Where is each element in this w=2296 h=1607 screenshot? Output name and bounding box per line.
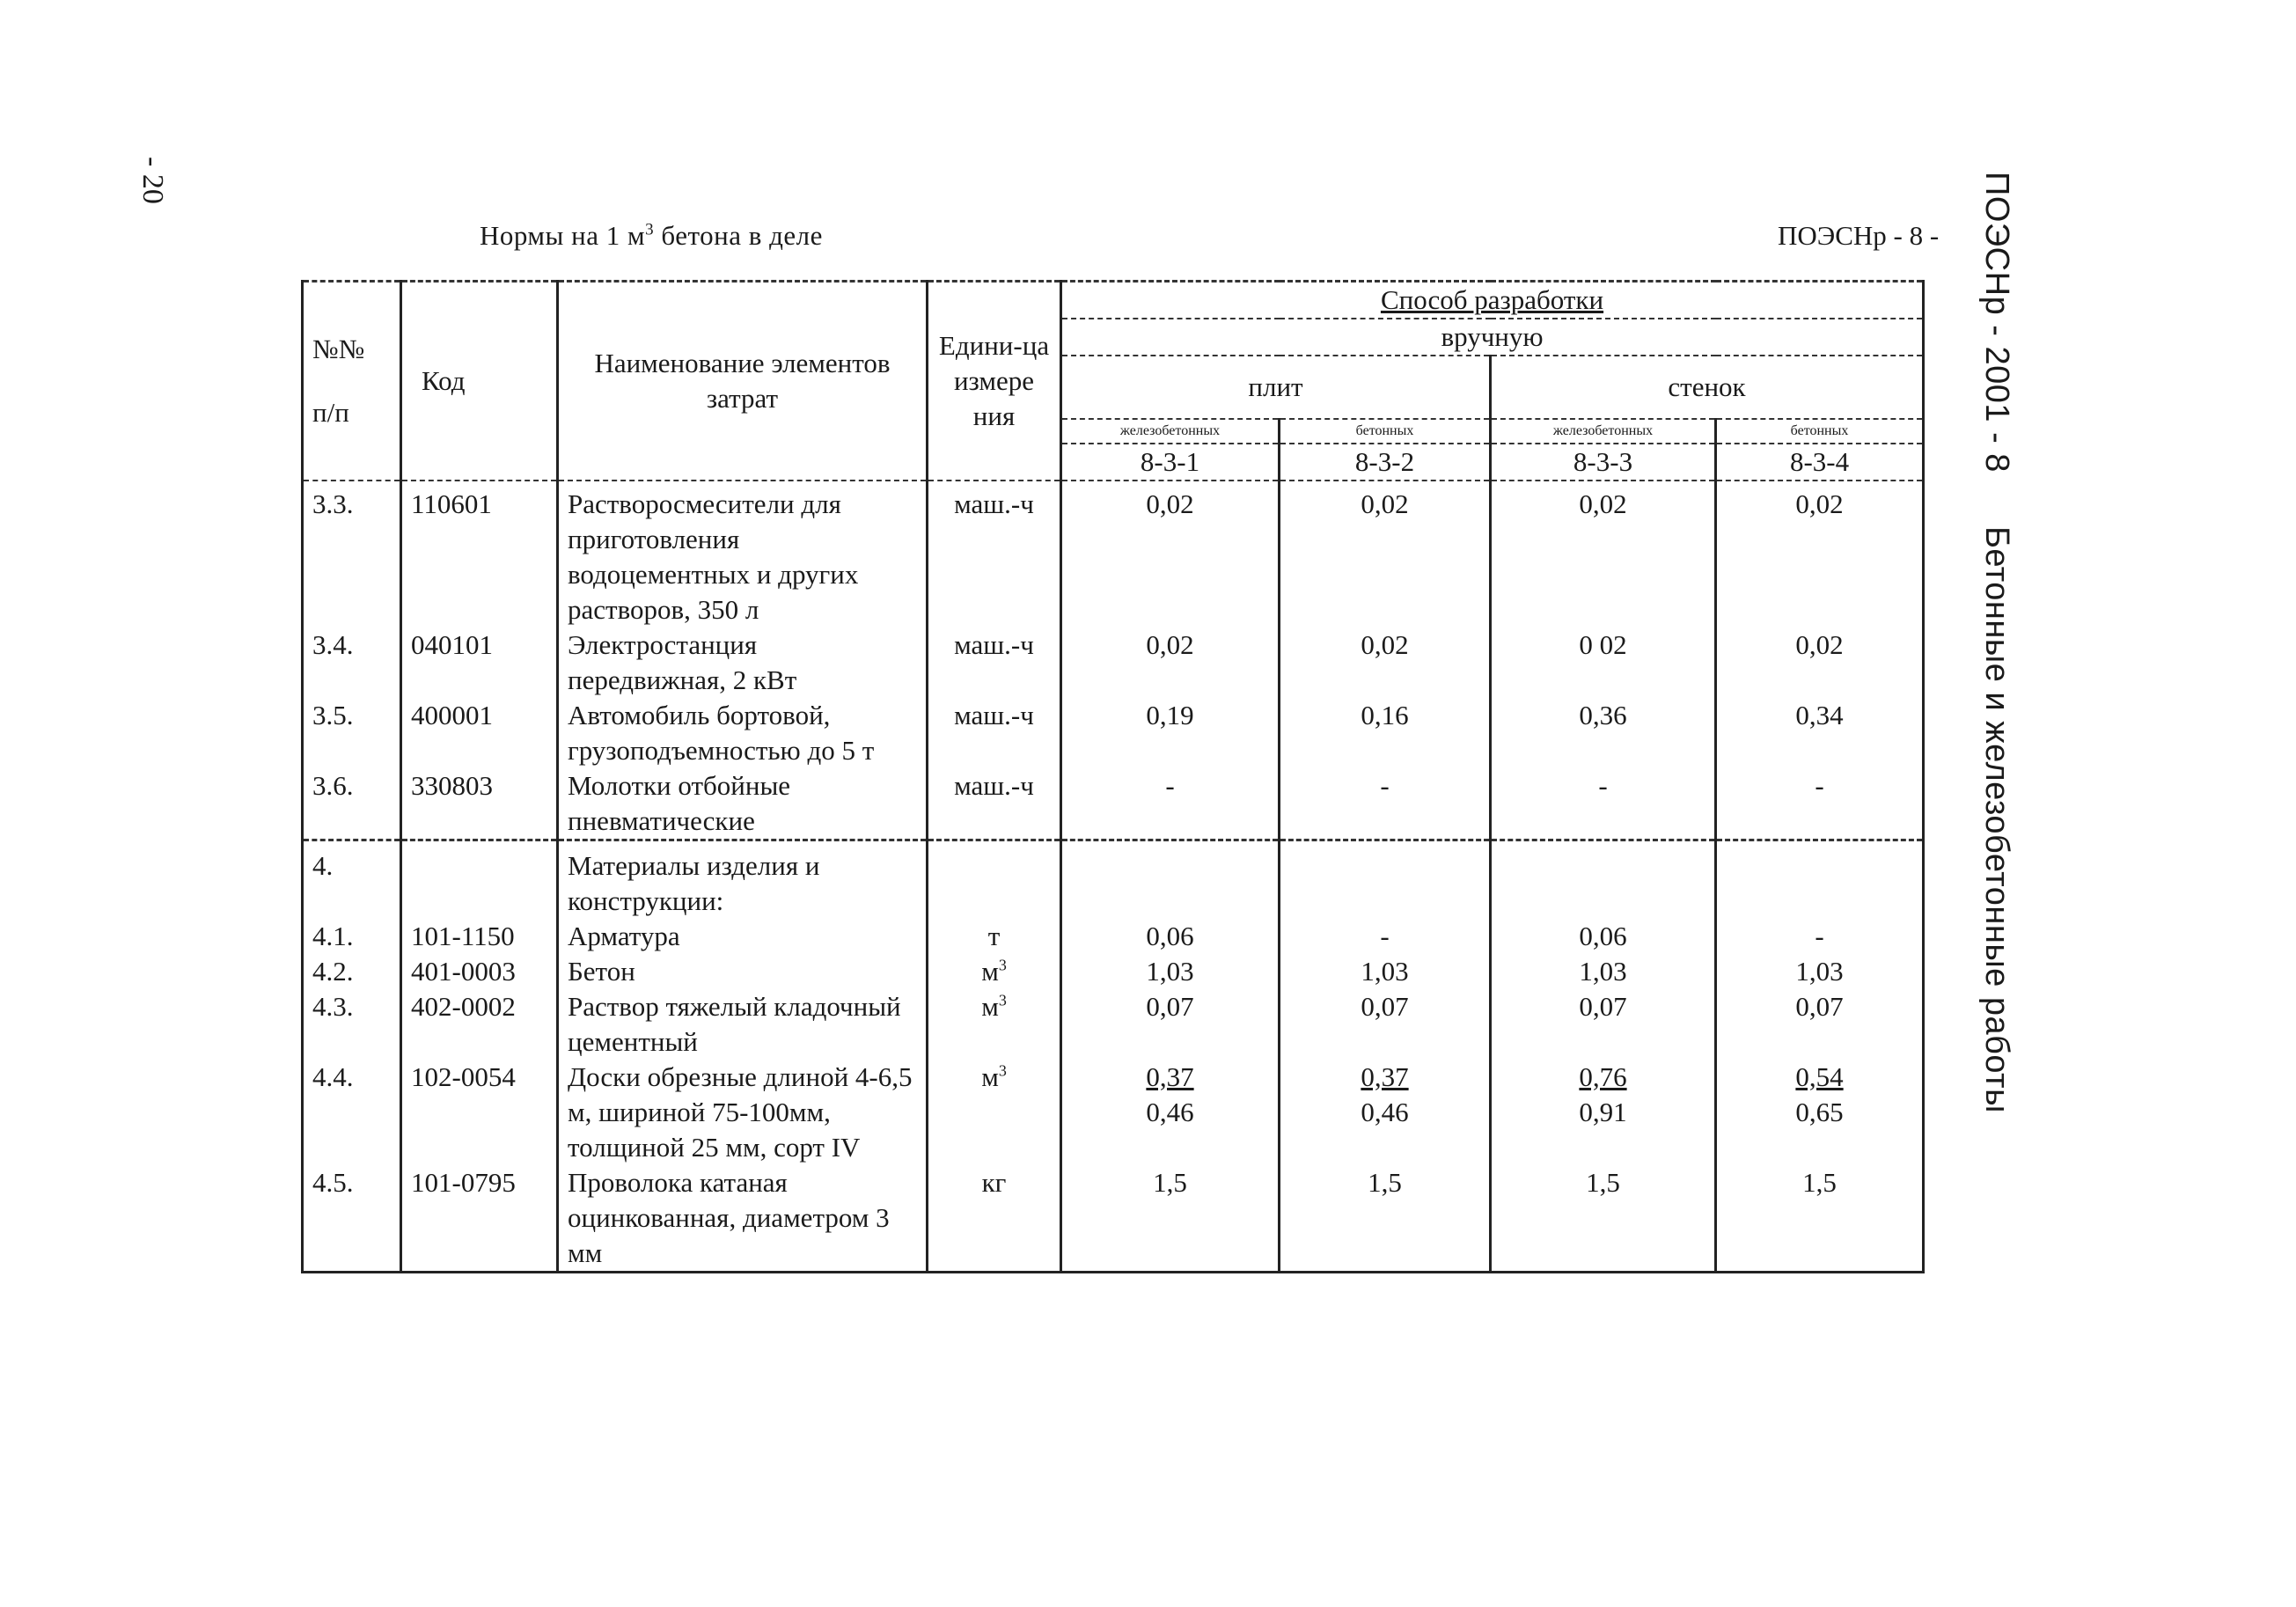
unit-superscript: 3 (998, 991, 1007, 1009)
value-primary: 0,37 (1361, 1061, 1409, 1092)
row-value-4: 0,02 (1716, 627, 1924, 698)
table-row (303, 954, 1924, 989)
table-row (303, 1060, 1924, 1165)
row-code: 040101 (401, 627, 558, 698)
norms-table (301, 280, 1925, 1273)
table-row-section (303, 840, 1924, 920)
row-unit: маш.-ч (928, 768, 1061, 840)
row-code: 102-0054 (401, 1060, 558, 1165)
row-value-2: - (1280, 768, 1491, 840)
row-value-3: 1,5 (1491, 1165, 1716, 1273)
table-row (303, 989, 1924, 1060)
row-code: 110601 (401, 481, 558, 627)
unit-base: м (981, 1061, 999, 1092)
row-value-4 (1716, 1060, 1924, 1165)
row-value-4: - (1716, 919, 1924, 954)
header-sub-c: железобетонных (1491, 419, 1716, 444)
header-sub-b: бетонных (1280, 419, 1491, 444)
page-number: - 20 (136, 157, 169, 204)
row-unit: маш.-ч (928, 481, 1061, 627)
header-code-d: 8-3-4 (1716, 444, 1924, 481)
row-value-3: 1,03 (1491, 954, 1716, 989)
row-num: 4.4. (303, 1060, 401, 1165)
row-unit (928, 840, 1061, 920)
row-unit: маш.-ч (928, 627, 1061, 698)
unit-base: м (981, 956, 999, 987)
value-secondary: 0,65 (1795, 1097, 1844, 1127)
row-name: Арматура (558, 919, 928, 954)
row-name: Автомобиль бортовой, грузоподъемностью до 5 т (558, 698, 928, 768)
value-secondary: 0,46 (1146, 1097, 1194, 1127)
row-name: Электростанция передвижная, 2 кВт (558, 627, 928, 698)
row-name: Растворосмесители для приготовления водоцементных и других растворов, 350 л (558, 481, 928, 627)
row-code: 101-1150 (401, 919, 558, 954)
unit-superscript: 3 (998, 956, 1007, 974)
row-unit (928, 989, 1061, 1060)
row-name: Проволока катаная оцинкованная, диаметром 3 мм (558, 1165, 928, 1273)
row-code: 402-0002 (401, 989, 558, 1060)
row-value-1: 0,07 (1061, 989, 1280, 1060)
header-slabs: плит (1061, 356, 1491, 419)
table-row (303, 481, 1924, 627)
title-suffix: бетона в деле (661, 220, 823, 251)
header-code: Код (401, 282, 558, 481)
row-value-2: 0,02 (1280, 481, 1491, 627)
value-secondary: 0,91 (1579, 1097, 1627, 1127)
row-name: Молотки отбойные пневматические (558, 768, 928, 840)
row-code (401, 840, 558, 920)
row-num: 4.1. (303, 919, 401, 954)
header-num: №№ п/п (303, 282, 401, 481)
row-value-1: 0,02 (1061, 627, 1280, 698)
row-value-2: 1,03 (1280, 954, 1491, 989)
row-value-2: 0,02 (1280, 627, 1491, 698)
row-code: 101-0795 (401, 1165, 558, 1273)
table-row (303, 768, 1924, 840)
header-code-b: 8-3-2 (1280, 444, 1491, 481)
row-value-4: - (1716, 768, 1924, 840)
header-code-c: 8-3-3 (1491, 444, 1716, 481)
header-manual: вручную (1061, 319, 1924, 356)
row-unit: кг (928, 1165, 1061, 1273)
unit-superscript: 3 (998, 1061, 1007, 1080)
row-value-1 (1061, 840, 1280, 920)
row-code: 400001 (401, 698, 558, 768)
row-value-4: 0,34 (1716, 698, 1924, 768)
row-value-3: 0,36 (1491, 698, 1716, 768)
table-row (303, 1165, 1924, 1273)
row-code: 401-0003 (401, 954, 558, 989)
row-unit (928, 1060, 1061, 1165)
row-value-4: 0,07 (1716, 989, 1924, 1060)
row-name: Материалы изделия и конструкции: (558, 840, 928, 920)
header-method-label: Способ разработки (1380, 284, 1604, 315)
row-value-2: 0,07 (1280, 989, 1491, 1060)
row-num: 3.4. (303, 627, 401, 698)
document-code: ПОЭСНр - 8 - (1778, 220, 1940, 251)
row-value-3: 0 02 (1491, 627, 1716, 698)
row-name: Бетон (558, 954, 928, 989)
row-value-1: 1,03 (1061, 954, 1280, 989)
row-unit: маш.-ч (928, 698, 1061, 768)
row-value-2 (1280, 840, 1491, 920)
value-primary: 0,76 (1579, 1061, 1627, 1092)
side-running-title (1977, 172, 2015, 1122)
row-unit (928, 954, 1061, 989)
row-num: 3.3. (303, 481, 401, 627)
row-value-1: 0,19 (1061, 698, 1280, 768)
table-row (303, 919, 1924, 954)
row-unit: т (928, 919, 1061, 954)
value-primary: 0,54 (1795, 1061, 1844, 1092)
header-walls: стенок (1491, 356, 1924, 419)
row-value-1: - (1061, 768, 1280, 840)
row-value-4: 0,02 (1716, 481, 1924, 627)
side-document-code: ПОЭСНр - 2001 - 8 (1978, 172, 2015, 473)
side-section-title: Бетонные и железобетонные работы (1978, 525, 2015, 1113)
header-method (1061, 282, 1924, 319)
unit-base: м (981, 991, 999, 1022)
table-row (303, 627, 1924, 698)
title-superscript: 3 (645, 220, 655, 239)
row-num: 4.2. (303, 954, 401, 989)
row-value-1: 0,02 (1061, 481, 1280, 627)
row-num: 3.6. (303, 768, 401, 840)
row-code: 330803 (401, 768, 558, 840)
header-sub-a: железобетонных (1061, 419, 1280, 444)
row-value-3 (1491, 1060, 1716, 1165)
row-value-3: 0,06 (1491, 919, 1716, 954)
row-value-3: 0,02 (1491, 481, 1716, 627)
row-value-2: - (1280, 919, 1491, 954)
value-primary: 0,37 (1146, 1061, 1194, 1092)
row-value-1 (1061, 1060, 1280, 1165)
row-num: 3.5. (303, 698, 401, 768)
row-value-3 (1491, 840, 1716, 920)
row-value-4: 1,03 (1716, 954, 1924, 989)
row-value-4 (1716, 840, 1924, 920)
row-value-1: 0,06 (1061, 919, 1280, 954)
row-value-4: 1,5 (1716, 1165, 1924, 1273)
header-unit: Едини-ца измере ния (928, 282, 1061, 481)
row-value-2: 0,16 (1280, 698, 1491, 768)
row-name: Доски обрезные длиной 4-6,5 м, шириной 75-100мм, толщиной 25 мм, сорт IV (558, 1060, 928, 1165)
row-value-3: - (1491, 768, 1716, 840)
row-value-2: 1,5 (1280, 1165, 1491, 1273)
row-name: Раствор тяжелый кладочный цементный (558, 989, 928, 1060)
row-value-2 (1280, 1060, 1491, 1165)
header-sub-d: бетонных (1716, 419, 1924, 444)
row-value-1: 1,5 (1061, 1165, 1280, 1273)
header-code-a: 8-3-1 (1061, 444, 1280, 481)
page-title (480, 220, 823, 252)
row-value-3: 0,07 (1491, 989, 1716, 1060)
title-prefix: Нормы на 1 м (480, 220, 646, 251)
table-row (303, 698, 1924, 768)
header-name: Наименование элементов затрат (558, 282, 928, 481)
value-secondary: 0,46 (1361, 1097, 1409, 1127)
row-num: 4.5. (303, 1165, 401, 1273)
row-num: 4. (303, 840, 401, 920)
row-num: 4.3. (303, 989, 401, 1060)
